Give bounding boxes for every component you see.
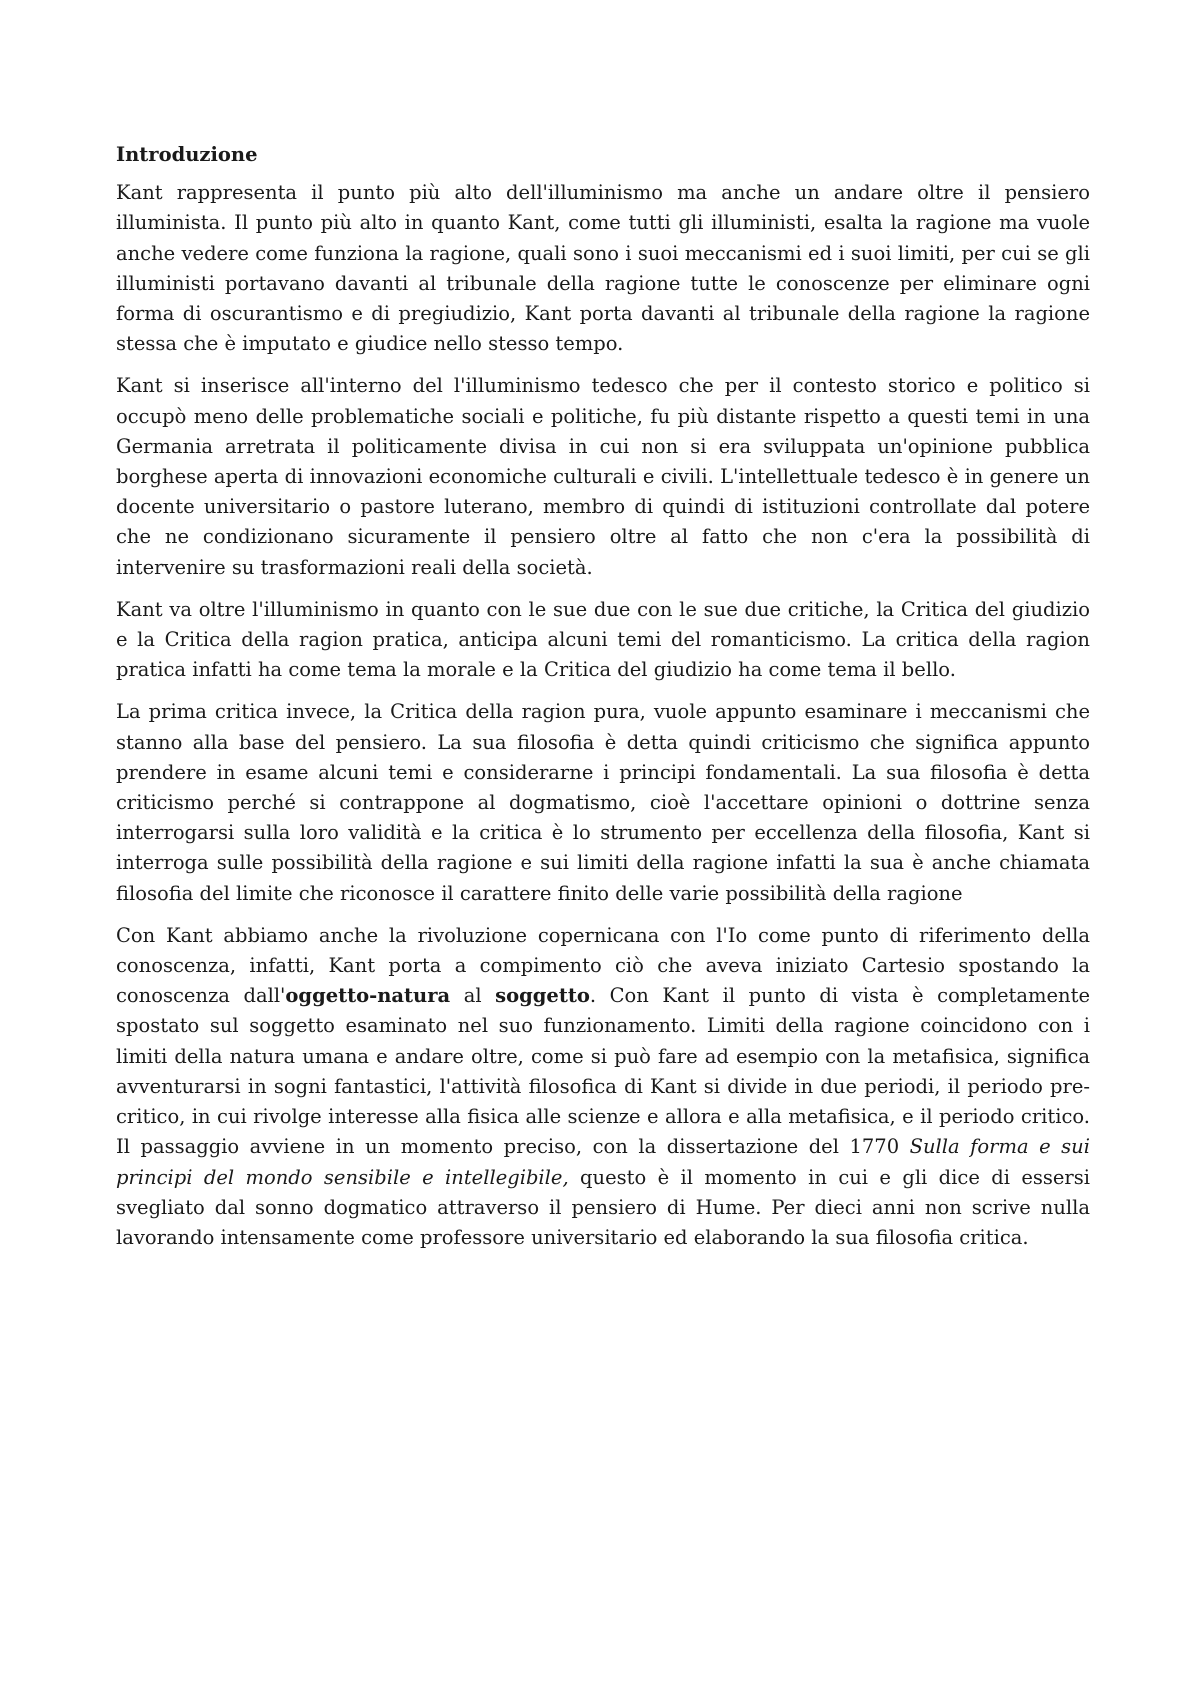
paragraph-5-text-3: . Con Kant il punto di vista è completamente spostato sul soggetto esaminato nel suo funzionamento. Limiti della ragione coincidono con i limiti della natura umana e andare oltre, come si può fare ad esempio con la metafisica, significa avventurarsi in sogni fantastici, l'attività filosofica di Kant si divide in due periodi, il periodo pre-critico, in cui rivolge interesse alla fisica alle scienze e allora e alla metafisica, e il periodo critico. Il passaggio avviene in un momento preciso, con la dissertazione del 1770 [116, 984, 1090, 1159]
section-heading: Introduzione [116, 143, 258, 166]
paragraph-5 [116, 921, 1090, 1253]
paragraph-3: Kant va oltre l'illuminismo in quanto con le sue due con le sue due critiche, la Critica del giudizio e la Critica della ragion pratica, anticipa alcuni temi del romanticismo. La critica della ragion pratica infatti ha come tema la morale e la Critica del giudizio ha come tema il bello. [116, 597, 1090, 682]
paragraph-5-text-2: al [450, 984, 496, 1008]
paragraph-4: La prima critica invece, la Critica della ragion pura, vuole appunto esaminare i meccanismi che stanno alla base del pensiero. La sua filosofia è detta quindi criticismo che significa appunto prendere in esame alcuni temi e considerarne i principi fondamentali. La sua filosofia è detta criticismo perché si contrappone al dogmatismo, cioè l'accettare opinioni o dottrine senza interrogarsi sulla loro validità e la critica è lo strumento per eccellenza della filosofia, Kant si interroga sulle possibilità della ragione e sui limiti della ragione infatti la sua è anche chiamata filosofia del limite che riconosce il carattere finito delle varie possibilità della ragione [116, 700, 1090, 905]
document-page [116, 140, 1090, 1265]
paragraph-1: Kant rappresenta il punto più alto dell'illuminismo ma anche un andare oltre il pensiero illuminista. Il punto più alto in quanto Kant, come tutti gli illuministi, esalta la ragione ma vuole anche vedere come funziona la ragione, quali sono i suoi meccanismi ed i suoi limiti, per cui se gli illuministi portavano davanti al tribunale della ragione tutte le conoscenze per eliminare ogni forma di oscurantismo e di pregiudizio, Kant porta davanti al tribunale della ragione la ragione stessa che è imputato e giudice nello stesso tempo. [116, 181, 1090, 356]
bold-term-soggetto: soggetto [495, 984, 590, 1008]
bold-term-oggetto-natura: oggetto-natura [285, 984, 451, 1008]
paragraph-5-text-1: Con Kant abbiamo anche la rivoluzione copernicana con l'Io come punto di riferimento della conoscenza, infatti, Kant porta a compimento ciò che aveva iniziato Cartesio spostando la conoscenza dall' [116, 923, 1090, 1008]
italic-title-dissertation: Sulla forma e sui principi del mondo sensibile e intellegibile, [116, 1135, 1090, 1189]
paragraph-5-text-4: questo è il momento in cui e gli dice di essersi svegliato dal sonno dogmatico attraverso il pensiero di Hume. Per dieci anni non scrive nulla lavorando intensamente come professore universitario ed elaborando la sua filosofia critica. [116, 1165, 1091, 1249]
paragraph-2: Kant si inserisce all'interno del l'illuminismo tedesco che per il contesto storico e politico si occupò meno delle problematiche sociali e politiche, fu più distante rispetto a questi temi in una Germania arretrata il politicamente divisa in cui non si era sviluppata un'opinione pubblica borghese aperta di innovazioni economiche culturali e civili. L'intellettuale tedesco è in genere un docente universitario o pastore luterano, membro di quindi di istituzioni controllate dal potere che ne condizionano sicuramente il pensiero oltre al fatto che non c'era la possibilità di intervenire su trasformazioni reali della società. [116, 374, 1090, 579]
